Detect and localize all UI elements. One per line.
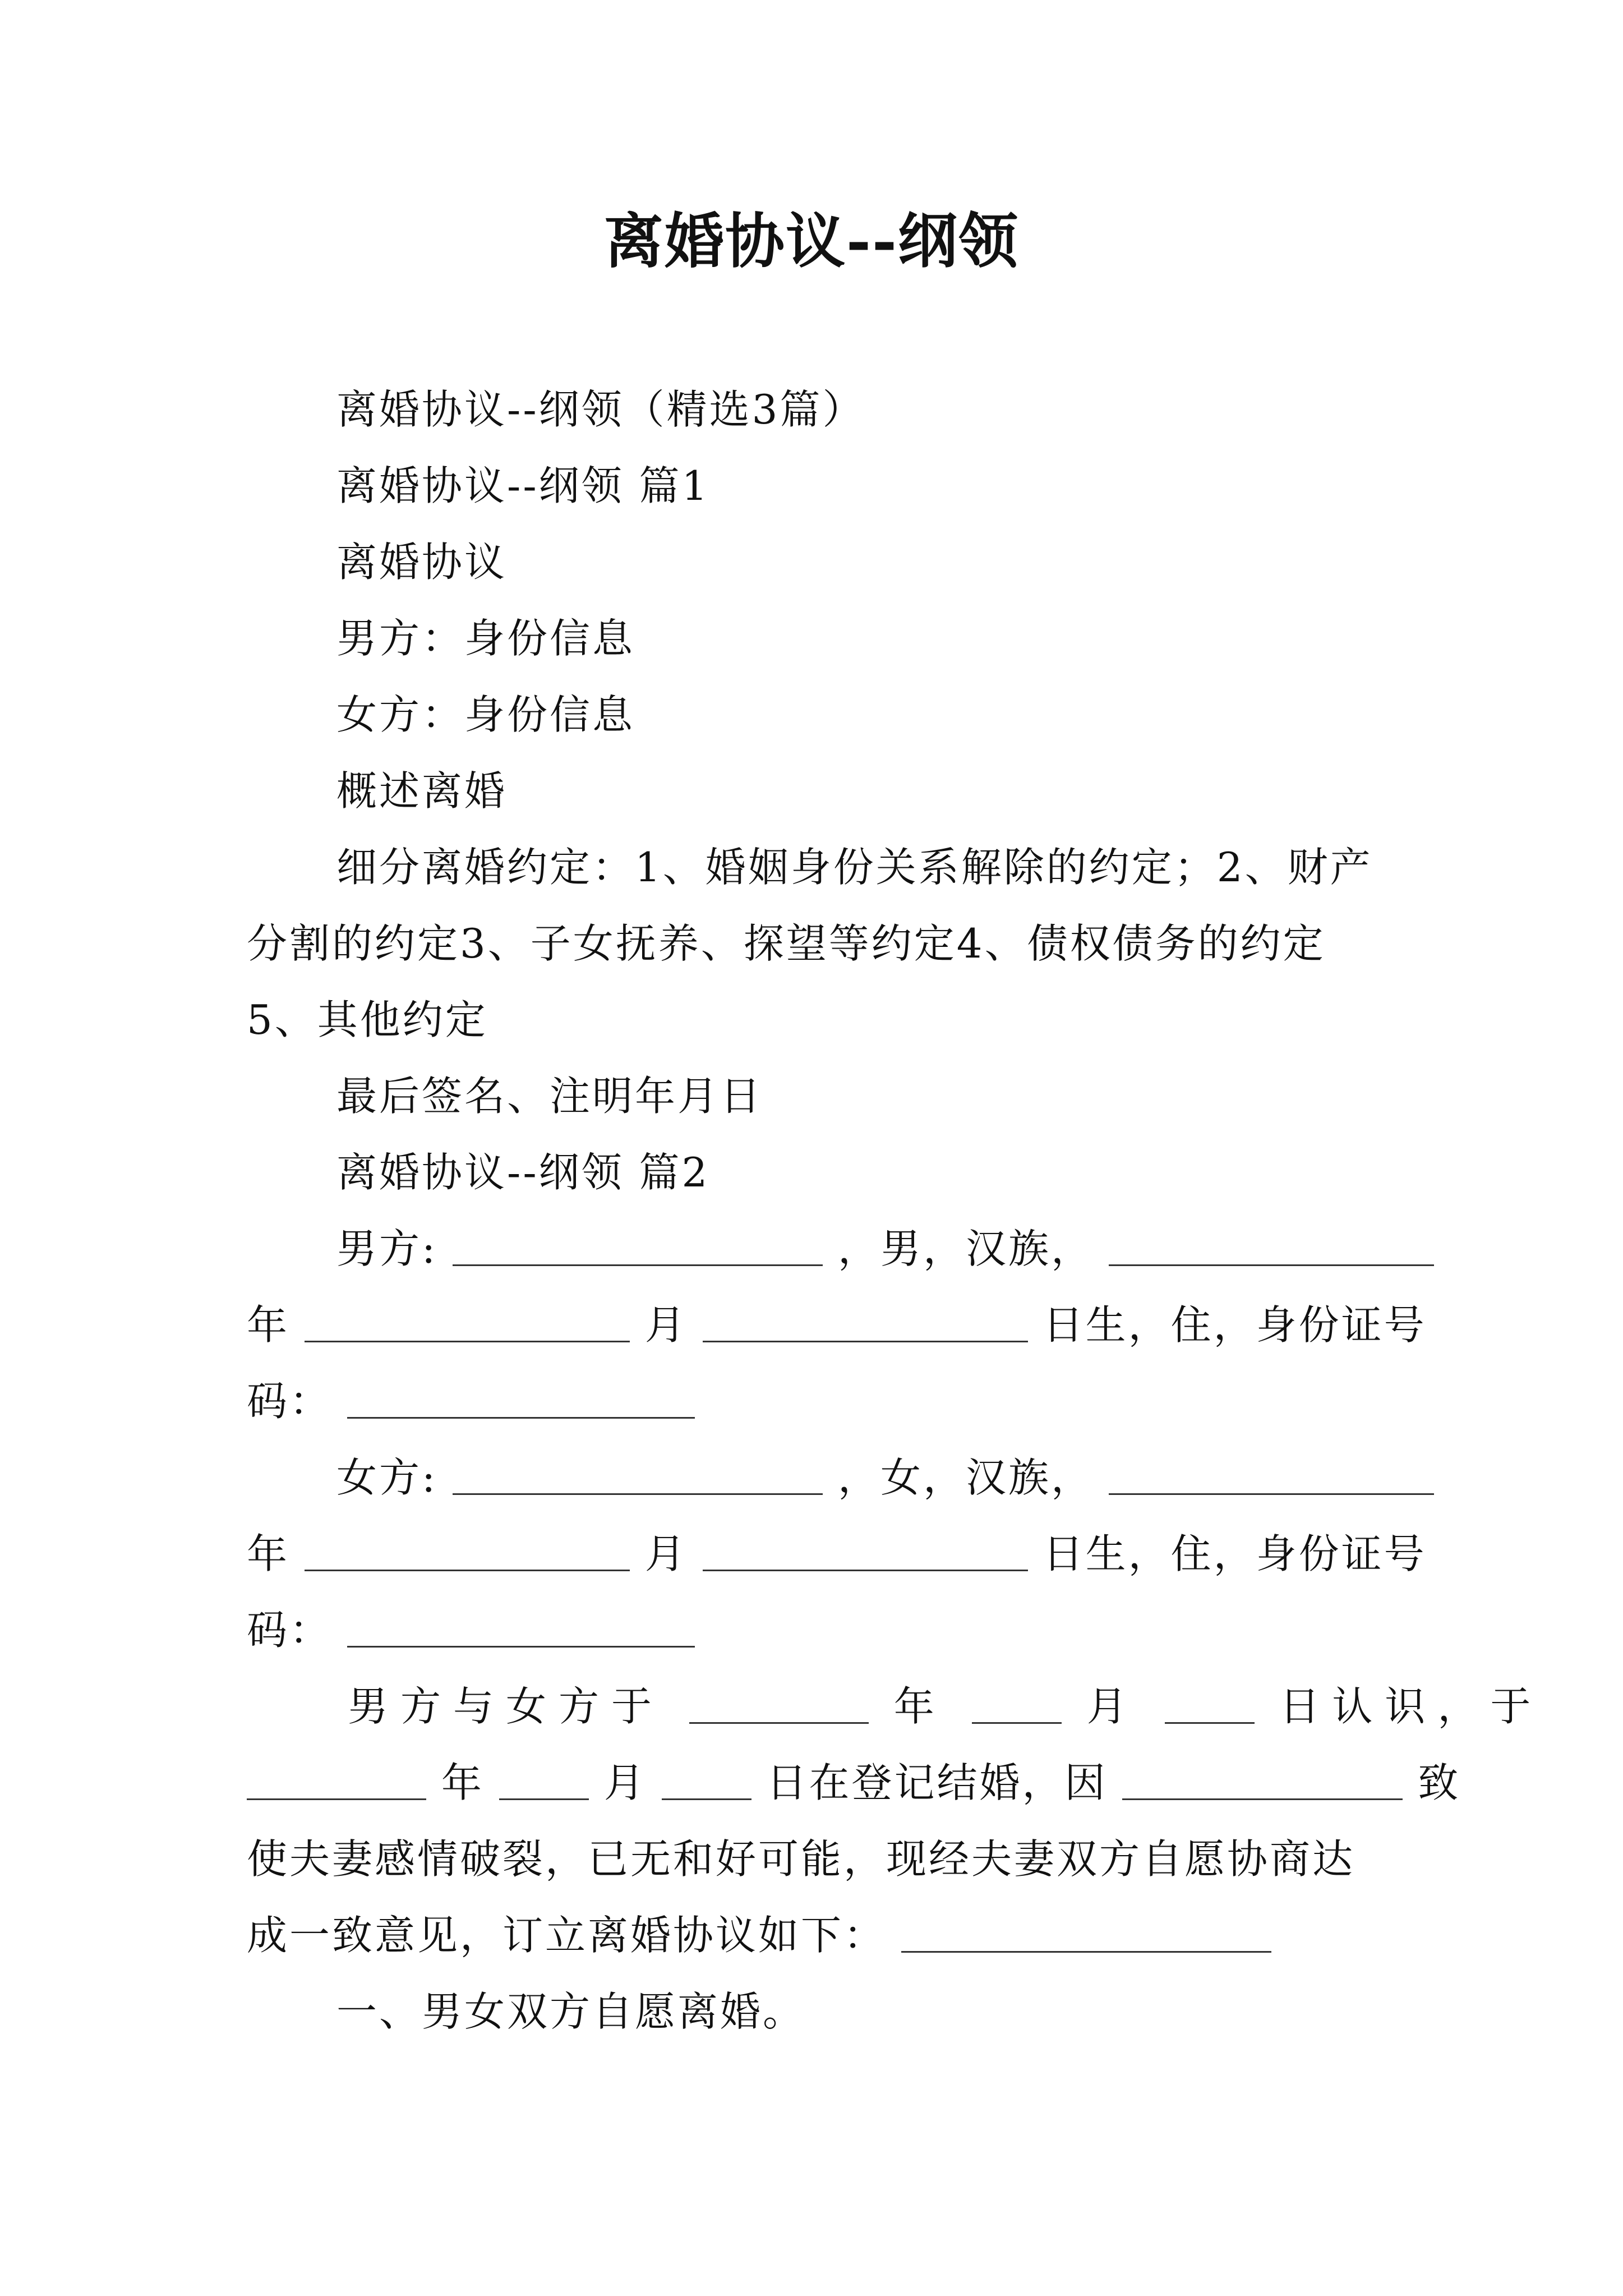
divorce-details-line-1: 细分离婚约定：1、婚姻身份关系解除的约定；2、财产 bbox=[336, 844, 1373, 891]
man-month-label: 月 bbox=[644, 1301, 688, 1349]
reg-day-blank[interactable] bbox=[662, 1764, 751, 1800]
part1-heading: 离婚协议--纲领 篇1 bbox=[336, 462, 710, 509]
woman-gender-ethnicity: ，女，汉族， bbox=[838, 1454, 1094, 1501]
woman-details-line bbox=[336, 1450, 1434, 1506]
man-id-label: 码： bbox=[247, 1378, 333, 1425]
man-id-blank[interactable] bbox=[347, 1382, 695, 1419]
divorce-overview: 概述离婚 bbox=[336, 767, 508, 815]
man-year-blank[interactable] bbox=[305, 1306, 630, 1342]
woman-month-label: 月 bbox=[644, 1530, 688, 1577]
meet-year-blank[interactable] bbox=[689, 1687, 869, 1724]
agreement-line bbox=[247, 1907, 1271, 1963]
meet-prefix: 男方与女方于 bbox=[348, 1683, 665, 1730]
clause-1: 一、男女双方自愿离婚。 bbox=[336, 1988, 806, 2035]
woman-info: 女方：身份信息 bbox=[336, 691, 635, 738]
reg-month-label: 月 bbox=[603, 1759, 647, 1806]
agreement-blank[interactable] bbox=[901, 1916, 1271, 1953]
meet-day-blank[interactable] bbox=[1165, 1687, 1255, 1724]
woman-id-blank[interactable] bbox=[347, 1611, 695, 1648]
woman-year-label: 年 bbox=[247, 1530, 290, 1577]
man-born-address-id: 日生，住，身份证号 bbox=[1043, 1301, 1427, 1349]
reg-year-label: 年 bbox=[441, 1759, 484, 1806]
divorce-details-line-3: 5、其他约定 bbox=[247, 996, 488, 1043]
registration-line bbox=[247, 1755, 1460, 1811]
woman-label: 女方: bbox=[336, 1454, 438, 1501]
woman-month-blank[interactable] bbox=[703, 1535, 1028, 1571]
part2-heading: 离婚协议--纲领 篇2 bbox=[336, 1149, 710, 1196]
meet-year-label: 年 bbox=[893, 1683, 947, 1730]
document-subtitle: 离婚协议--纲领（精选3篇） bbox=[336, 386, 865, 433]
man-name-blank[interactable] bbox=[453, 1230, 823, 1266]
divorce-details-line-2: 分割的约定3、子女抚养、探望等约定4、债权债务的约定 bbox=[247, 920, 1326, 967]
meet-suffix: 日认识，于 bbox=[1279, 1683, 1543, 1730]
woman-id-line bbox=[247, 1602, 695, 1658]
meet-month-label: 月 bbox=[1086, 1683, 1140, 1730]
man-year-label: 年 bbox=[247, 1301, 290, 1349]
cause-blank[interactable] bbox=[1122, 1764, 1403, 1800]
woman-birth-line bbox=[247, 1526, 1427, 1582]
reg-year-blank[interactable] bbox=[247, 1764, 426, 1800]
man-birth-line bbox=[247, 1297, 1427, 1353]
man-details-line bbox=[336, 1221, 1434, 1277]
reg-suffix: 日在登记结婚，因 bbox=[766, 1759, 1108, 1806]
woman-year-blank[interactable] bbox=[305, 1535, 630, 1571]
woman-born-address-id: 日生，住，身份证号 bbox=[1043, 1530, 1427, 1577]
part1-doc-title: 离婚协议 bbox=[336, 539, 508, 586]
man-info: 男方：身份信息 bbox=[336, 615, 635, 662]
man-id-line bbox=[247, 1373, 695, 1429]
woman-birth-blank[interactable] bbox=[1109, 1458, 1434, 1495]
man-month-blank[interactable] bbox=[703, 1306, 1028, 1342]
meeting-line bbox=[348, 1678, 1543, 1734]
meet-month-blank[interactable] bbox=[972, 1687, 1062, 1724]
reg-month-blank[interactable] bbox=[499, 1764, 589, 1800]
relationship-break-line: 使夫妻感情破裂，已无和好可能，现经夫妻双方自愿协商达 bbox=[247, 1835, 1355, 1883]
man-label: 男方: bbox=[336, 1225, 438, 1272]
signature-instruction: 最后签名、注明年月日 bbox=[336, 1073, 763, 1120]
cause-suffix: 致 bbox=[1418, 1759, 1461, 1806]
man-birth-blank[interactable] bbox=[1109, 1230, 1434, 1266]
woman-id-label: 码： bbox=[247, 1607, 333, 1654]
man-gender-ethnicity: ，男，汉族， bbox=[838, 1225, 1094, 1272]
woman-name-blank[interactable] bbox=[453, 1458, 823, 1495]
document-title: 离婚协议--纲领 bbox=[604, 206, 1019, 276]
agreement-text: 成一致意见，订立离婚协议如下： bbox=[247, 1912, 887, 1959]
